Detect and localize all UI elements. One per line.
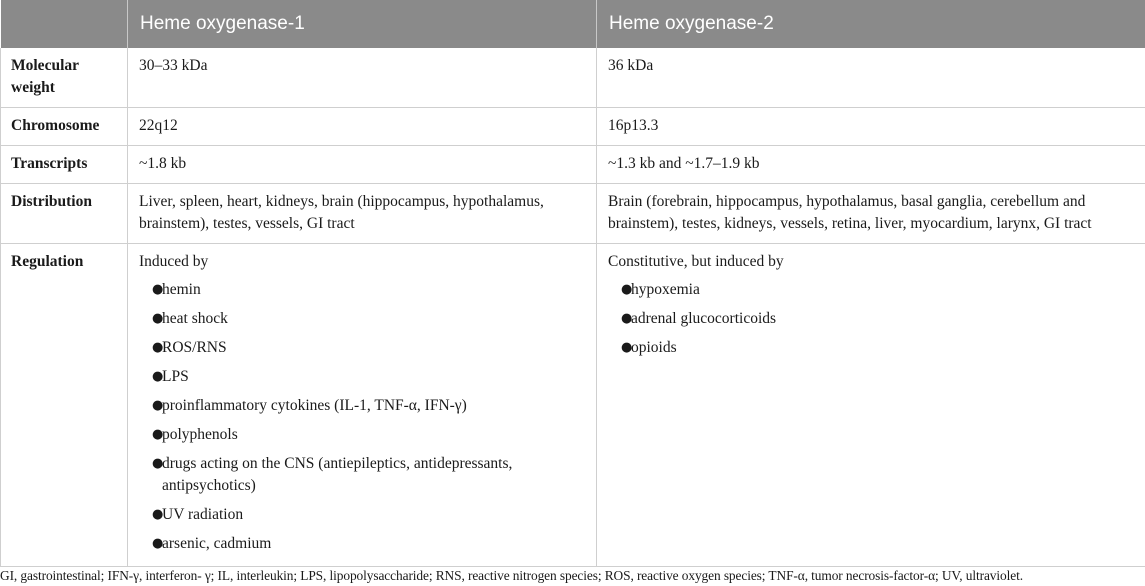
bullet-icon: ● — [621, 340, 633, 355]
bullet-icon: ● — [152, 369, 164, 384]
ho1-regulation-cell — [128, 244, 597, 567]
bullet-icon: ● — [152, 398, 164, 413]
table-row-chromosome — [1, 108, 1145, 146]
ho1-inducer-list — [153, 279, 585, 555]
bullet-icon: ● — [152, 507, 164, 522]
bullet-icon: ● — [152, 340, 164, 355]
table-row-molecular-weight — [1, 48, 1145, 108]
list-item: ● UV radiation — [153, 504, 585, 526]
bullet-icon: ● — [152, 427, 164, 442]
ho2-inducer-list — [622, 279, 1134, 359]
header-heme-oxygenase-1: Heme oxygenase-1 — [128, 0, 597, 48]
list-item: ● adrenal glucocorticoids — [622, 308, 1134, 330]
bullet-icon: ● — [152, 536, 164, 551]
bullet-icon: ● — [152, 456, 164, 471]
table-row-transcripts — [1, 146, 1145, 184]
bullet-icon: ● — [621, 311, 633, 326]
ho2-cell: 16p13.3 — [597, 108, 1145, 146]
list-item: ● drugs acting on the CNS (antiepileptics, antidepressants, antipsychotics) — [152, 455, 513, 494]
table-row-distribution — [1, 184, 1145, 244]
row-label: Distribution — [1, 184, 128, 244]
bullet-icon: ● — [621, 282, 633, 297]
ho2-cell: ~1.3 kb and ~1.7–1.9 kb — [597, 146, 1145, 184]
ho1-regulation-lead: Induced by — [139, 253, 209, 270]
ho1-cell: 22q12 — [128, 108, 597, 146]
bullet-icon: ● — [152, 311, 164, 326]
bullet-icon: ● — [152, 282, 164, 297]
ho1-cell: Liver, spleen, heart, kidneys, brain (hippocampus, hypothalamus, brainstem), testes, vessels, GI tract — [128, 184, 597, 244]
ho1-cell: 30–33 kDa — [128, 48, 597, 108]
list-item: ● ROS/RNS — [153, 337, 585, 359]
list-item: ● arsenic, cadmium — [153, 533, 585, 555]
list-item: ● polyphenols — [153, 424, 585, 446]
ho2-cell: 36 kDa — [597, 48, 1145, 108]
list-item: ● proinflammatory cytokines (IL-1, TNF-α, IFN-γ) — [153, 395, 585, 417]
table-footnote: GI, gastrointestinal; IFN-γ, interferon- γ; IL, interleukin; LPS, lipopolysaccharide; RNS, reactive nitrogen species; ROS, reactive oxygen species; TNF-α, tumor necrosis-factor-α; UV, ultraviolet. — [0, 568, 1023, 583]
header-row — [1, 0, 1145, 48]
list-item: ● LPS — [153, 366, 585, 388]
list-item: ● hemin — [153, 279, 585, 301]
ho2-cell: Brain (forebrain, hippocampus, hypothalamus, basal ganglia, cerebellum and brainstem), testes, kidneys, vessels, retina, liver, myocardium, larynx, GI tract — [597, 184, 1145, 244]
list-item: ● opioids — [622, 337, 1134, 359]
ho2-regulation-cell — [597, 244, 1145, 567]
header-empty-cell — [1, 0, 128, 48]
header-heme-oxygenase-2: Heme oxygenase-2 — [597, 0, 1145, 48]
row-label: Chromosome — [1, 108, 128, 146]
list-item: ● heat shock — [153, 308, 585, 330]
row-label: Regulation — [1, 244, 128, 567]
row-label: Transcripts — [1, 146, 128, 184]
row-label: Molecular weight — [1, 48, 128, 108]
ho1-cell: ~1.8 kb — [128, 146, 597, 184]
list-item: ● hypoxemia — [622, 279, 1134, 301]
table-row-regulation — [1, 244, 1145, 567]
ho2-regulation-lead: Constitutive, but induced by — [608, 253, 784, 270]
